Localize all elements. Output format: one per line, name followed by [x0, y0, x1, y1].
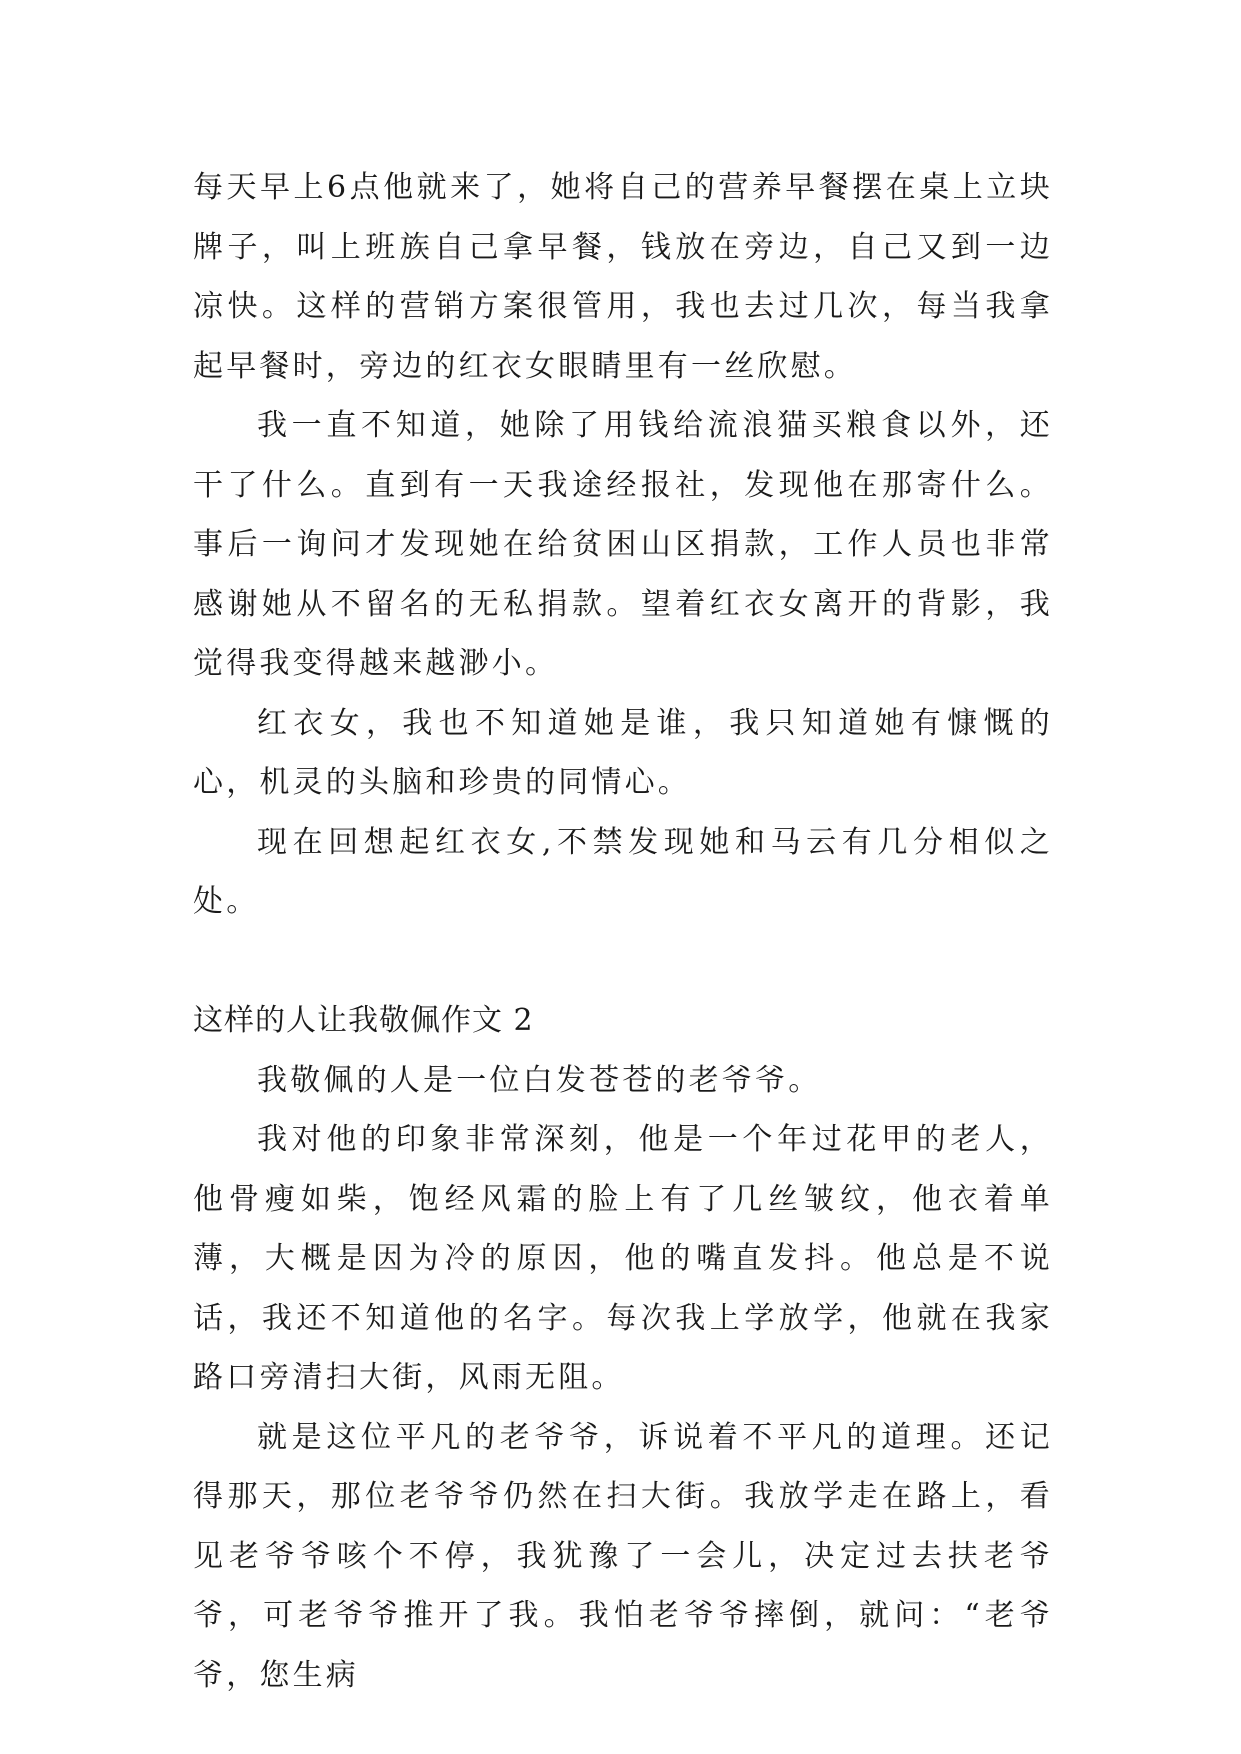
section-spacer — [193, 932, 1053, 992]
paragraph: 我对他的印象非常深刻，他是一个年过花甲的老人，他骨瘦如柴，饱经风霜的脸上有了几丝皱纹，他衣着单薄，大概是因为冷的原因，他的嘴直发抖。他总是不说话，我还不知道他的名字。每次我上学放学，他就在我家路口旁清扫大街，风雨无阻。 — [193, 1122, 1053, 1395]
paragraph: 我敬佩的人是一位白发苍苍的老爷爷。 — [257, 1062, 822, 1098]
paragraph: 红衣女，我也不知道她是谁，我只知道她有慷慨的心，机灵的头脑和珍贵的同情心。 — [193, 705, 1053, 800]
paragraph: 我一直不知道，她除了用钱给流浪猫买粮食以外，还干了什么。直到有一天我途经报社，发现他在那寄什么。事后一询问才发现她在给贫困山区捐款，工作人员也非常感谢她从不留名的无私捐款。望着红衣女离开的背影，我觉得我变得越来越渺小。 — [193, 408, 1053, 681]
paragraph-continued: 每天早上6点他就来了，她将自己的营养早餐摆在桌上立块牌子，叫上班族自己拿早餐，钱放在旁边，自己又到一边凉快。这样的营销方案很管用，我也去过几次，每当我拿起早餐时，旁边的红衣女眼睛里有一丝欣慰。 — [193, 170, 1053, 384]
section-title: 这样的人让我敬佩作文 2 — [193, 1003, 534, 1038]
paragraph: 就是这位平凡的老爷爷，诉说着不平凡的道理。还记得那天，那位老爷爷仍然在扫大街。我放学走在路上，看见老爷爷咳个不停，我犹豫了一会儿，决定过去扶老爷爷，可老爷爷推开了我。我怕老爷爷摔倒，就问：“老爷爷，您生病 — [193, 1419, 1053, 1693]
paragraph: 现在回想起红衣女,不禁发现她和马云有几分相似之处。 — [193, 824, 1053, 919]
document-body — [193, 158, 1053, 1705]
